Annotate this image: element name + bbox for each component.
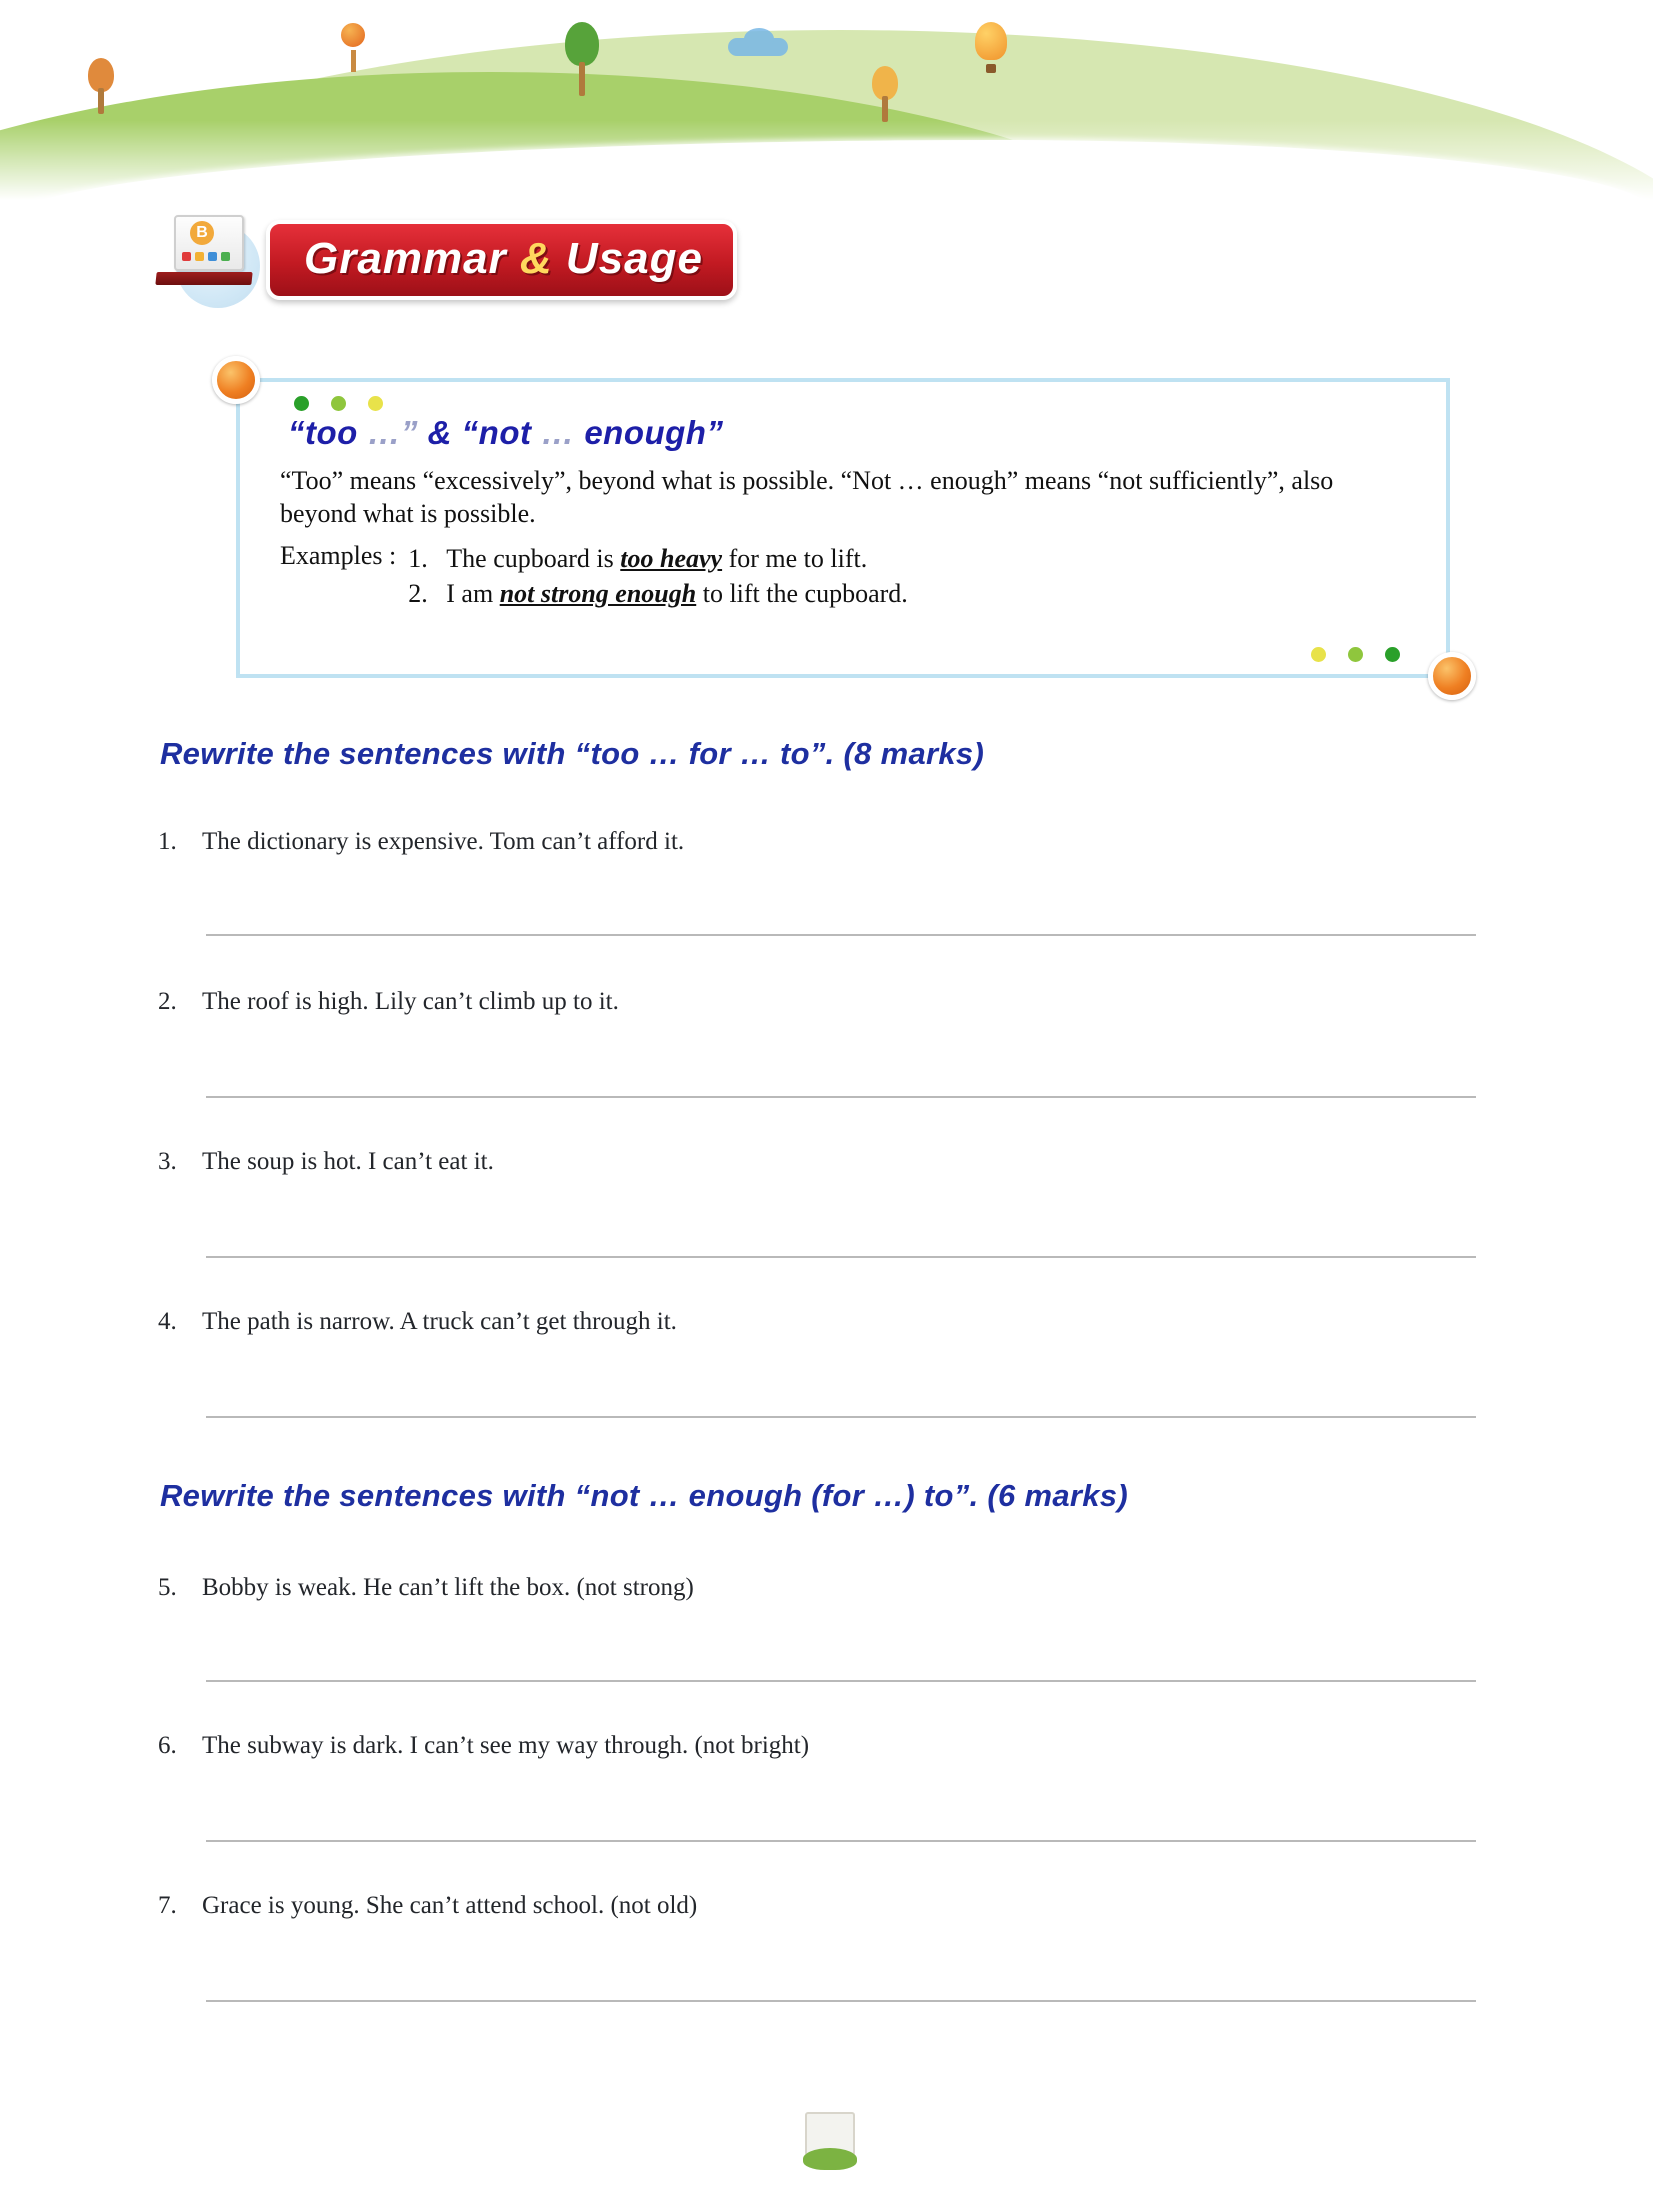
tree-icon bbox=[565, 22, 599, 96]
example-text-before: I am bbox=[446, 578, 500, 608]
example-highlight: too heavy bbox=[620, 543, 723, 573]
answer-line[interactable] bbox=[206, 1840, 1476, 1842]
question-text: The path is narrow. A truck can’t get through it. bbox=[202, 1308, 677, 1335]
title-ampersand: & bbox=[519, 234, 553, 283]
note-heading-part-a: “too bbox=[288, 414, 358, 451]
grammar-note bbox=[236, 378, 1450, 678]
question-text: The dictionary is expensive. Tom can’t afford it. bbox=[202, 828, 685, 855]
title-plate bbox=[266, 220, 737, 300]
question-number: 1. bbox=[158, 828, 177, 855]
tree-icon bbox=[88, 58, 114, 114]
question-text: Grace is young. She can’t attend school. (not old) bbox=[202, 1892, 698, 1919]
question-text: Bobby is weak. He can’t lift the box. (not strong) bbox=[202, 1574, 694, 1601]
hot-air-balloon-icon bbox=[975, 22, 1007, 73]
question-number: 4. bbox=[158, 1308, 177, 1335]
note-heading-ampersand: & bbox=[427, 414, 452, 451]
question-text: The soup is hot. I can’t eat it. bbox=[202, 1148, 494, 1175]
note-heading bbox=[288, 414, 1412, 452]
answer-line[interactable] bbox=[206, 934, 1476, 936]
answer-line[interactable] bbox=[206, 1416, 1476, 1418]
example-highlight: not strong enough bbox=[499, 578, 697, 608]
question-item bbox=[158, 1892, 1478, 1920]
banner-fade bbox=[0, 120, 1653, 200]
answer-line[interactable] bbox=[206, 1680, 1476, 1682]
book-badge-icon bbox=[152, 210, 280, 310]
question-number: 5. bbox=[158, 1574, 177, 1601]
example-item bbox=[408, 576, 908, 611]
question-item bbox=[158, 1148, 1478, 1176]
example-text bbox=[446, 576, 908, 611]
example-text-before: The cupboard is bbox=[446, 543, 621, 573]
question-item bbox=[158, 828, 1478, 856]
bullet-orange-icon bbox=[1428, 652, 1476, 700]
question-item bbox=[158, 1308, 1478, 1336]
example-number: 1. bbox=[408, 543, 428, 573]
question-item bbox=[158, 988, 1478, 1016]
footer-decoration-icon bbox=[800, 2112, 860, 2182]
question-number: 3. bbox=[158, 1148, 177, 1175]
page-banner bbox=[0, 0, 1653, 200]
decorative-dots-bottom bbox=[1311, 647, 1400, 662]
example-text-after: for me to lift. bbox=[722, 543, 868, 573]
section-heading-2: Rewrite the sentences with “not … enough (for …) to”. (6 marks) bbox=[160, 1478, 1128, 1513]
example-text bbox=[446, 541, 867, 576]
decorative-dots-top bbox=[294, 396, 383, 411]
note-heading-part-b: “not bbox=[461, 414, 532, 451]
answer-line[interactable] bbox=[206, 1096, 1476, 1098]
example-text-after: to lift the cupboard. bbox=[696, 578, 908, 608]
question-number: 7. bbox=[158, 1892, 177, 1919]
question-item bbox=[158, 1732, 1478, 1760]
badge-letter: B bbox=[190, 221, 214, 245]
tree-icon bbox=[872, 66, 898, 122]
example-number: 2. bbox=[408, 578, 428, 608]
note-body-text: “Too” means “excessively”, beyond what is possible. “Not … enough” means “not sufficiently”, also beyond what is possible. bbox=[280, 466, 1334, 529]
answer-line[interactable] bbox=[206, 1256, 1476, 1258]
example-item bbox=[408, 541, 908, 576]
note-heading-part-c: enough” bbox=[584, 414, 724, 451]
examples-label: Examples : bbox=[280, 540, 397, 570]
title-word-usage: Usage bbox=[565, 234, 703, 283]
answer-line[interactable] bbox=[206, 2000, 1476, 2002]
note-heading-ellipsis-2: … bbox=[541, 414, 575, 451]
question-text: The subway is dark. I can’t see my way through. (not bright) bbox=[202, 1732, 810, 1759]
question-item bbox=[158, 1574, 1478, 1602]
page-title bbox=[152, 210, 737, 310]
signpost-icon bbox=[338, 20, 368, 72]
section-heading-1: Rewrite the sentences with “too … for … to”. (8 marks) bbox=[160, 736, 985, 771]
title-word-grammar: Grammar bbox=[304, 234, 507, 283]
question-number: 6. bbox=[158, 1732, 177, 1759]
bullet-orange-icon bbox=[212, 356, 260, 404]
note-heading-ellipsis-1: …” bbox=[367, 414, 418, 451]
question-text: The roof is high. Lily can’t climb up to it. bbox=[202, 988, 619, 1015]
cloud-icon bbox=[728, 38, 788, 56]
question-number: 2. bbox=[158, 988, 177, 1015]
note-examples bbox=[280, 541, 1412, 611]
